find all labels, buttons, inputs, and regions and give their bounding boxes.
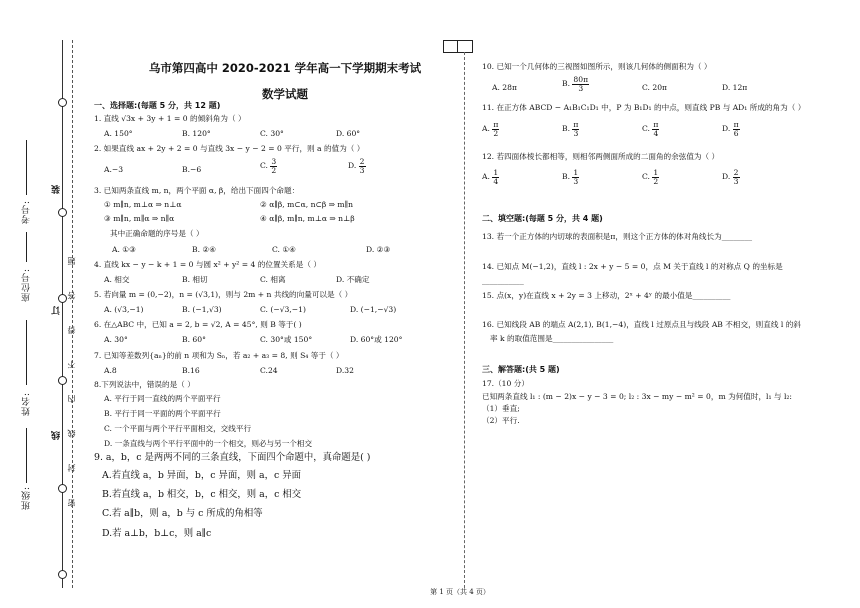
q5-option-d: D. (−1,−√3) [350, 305, 397, 314]
question-2: 2. 如果直线 ax + 2y + 2 = 0 与直线 3x − y − 2 = 0 平行，则 a 的值为（ ） [94, 144, 365, 153]
q1-option-d: D. 60° [336, 129, 361, 138]
q11-option-a: A. $\frac{\pi}{2}$ [482, 120, 499, 138]
q11-option-b: B. $\frac{\pi}{3}$ [562, 120, 579, 138]
subject-title: 数学试题 [262, 87, 308, 101]
q7-option-d: D.32 [336, 366, 354, 375]
question-14: 14. 已知点 M(−1,2)，直线 l : 2x + y − 5 = 0，点 M 关于直线 l 的对称点 Q 的坐标是 [482, 262, 783, 271]
q10-option-d: D. 12π [722, 83, 748, 92]
section-answer-heading: 三、解答题:(共 5 题) [482, 365, 560, 374]
name-field[interactable] [26, 320, 27, 385]
q3-option-c: C. ①④ [272, 245, 296, 254]
q12-option-d: D. $\frac{2}{3}$ [722, 168, 739, 186]
question-16: 16. 已知线段 AB 的端点 A(2,1), B(1,−4)，直线 l 过原点且与线段 AB 不相交，则直线 l 的斜 [482, 320, 801, 329]
name-label: 姓名: [22, 392, 32, 417]
q7-option-b: B.16 [182, 366, 200, 375]
q7-option-c: C.24 [260, 366, 278, 375]
left-column [94, 0, 464, 608]
seat-number-label: 座位号: [22, 268, 32, 303]
section-choice-heading: 一、选择题:(每题 5 分，共 12 题) [94, 101, 221, 110]
q9-option-c: C.若 a∥b，则 a，b 与 c 所成的角相等 [102, 508, 263, 519]
question-16-continued: 率 k 的取值范围是________________ [490, 334, 614, 343]
question-9: 9. a，b，c 是两两不同的三条直线，下面四个命题中，真命题是( ) [94, 452, 371, 463]
seal-char-xian: 线 [52, 430, 62, 440]
q4-option-c: C. 相离 [260, 275, 286, 284]
question-1: 1. 直线 √3x + 3y + 1 = 0 的倾斜角为（ ） [94, 114, 246, 123]
q8-option-d: D. 一条直线与两个平行平面中的一个相交，则必与另一个相交 [104, 439, 313, 448]
q6-option-b: B. 60° [182, 335, 206, 344]
q9-option-a: A.若直线 a，b 异面，b，c 异面，则 a，c 异面 [102, 470, 301, 481]
q3-ask: 其中正确命题的序号是（ ） [110, 229, 204, 238]
q4-option-d: D. 不确定 [336, 275, 370, 284]
q8-option-c: C. 一个平面与两个平行平面相交，交线平行 [104, 424, 252, 433]
q4-option-a: A. 相交 [104, 275, 130, 284]
binding-hole [58, 208, 67, 217]
q3-option-b: B. ②④ [192, 245, 217, 254]
q10-option-b: B. $\frac{80\pi}{3}$ [562, 75, 589, 93]
q12-option-a: A. $\frac{1}{4}$ [482, 168, 499, 186]
exam-title: 乌市第四高中 2020-2021 学年高一下学期期末考试 [148, 61, 422, 75]
q5-option-a: A. (√3,−1) [104, 305, 144, 314]
q10-option-a: A. 28π [492, 83, 517, 92]
seal-char-zhuang: 装 [52, 184, 62, 194]
q5-option-b: B. (−1,√3) [182, 305, 222, 314]
column-divider [464, 52, 465, 588]
q2-option-a: A.−3 [104, 165, 124, 174]
section-fill-heading: 二、填空题:(每题 5 分，共 4 题) [482, 214, 603, 223]
question-17-header: 17.（10 分） [482, 379, 529, 388]
q6-option-d: D. 60°或 120° [350, 335, 403, 344]
q3-statement-4: ④ α∥β, m∥n, m⊥α ⇒ n⊥β [260, 214, 355, 223]
question-7: 7. 已知等差数列{aₙ}的前 n 项和为 Sₙ，若 a₂ + a₃ = 8, 则 S₄ 等于（ ） [94, 351, 344, 360]
question-6: 6. 在△ABC 中，已知 a = 2, b = √2, A = 45°, 则 B 等于( ) [94, 320, 302, 329]
q14-answer-blank[interactable]: ___________ [482, 276, 524, 285]
exam-number-label: 考号: [22, 200, 32, 225]
question-8: 8.下列说法中，错误的是（ ） [94, 380, 195, 389]
q7-option-a: A.8 [104, 366, 117, 375]
q2-option-b: B.−6 [182, 165, 202, 174]
class-field[interactable] [26, 428, 27, 483]
question-11: 11. 在正方体 ABCD − A₁B₁C₁D₁ 中，P 为 B₁D₁ 的中点，则直线 PB 与 AD₁ 所成的角为（ ） [482, 103, 806, 112]
page-footer: 第 1 页（共 4 页） [430, 588, 490, 596]
q5-option-c: C. (−√3,−1) [260, 305, 306, 314]
question-4: 4. 直线 kx − y − k + 1 = 0 与圆 x² + y² = 4 的位置关系是（ ） [94, 260, 321, 269]
seal-char-ding: 订 [52, 305, 62, 315]
q9-option-d: D.若 a⊥b，b⊥c，则 a∥c [102, 528, 212, 539]
q2-option-c: C. $\frac{3}{2}$ [260, 157, 277, 175]
q3-option-d: D. ②③ [366, 245, 391, 254]
q6-option-a: A. 30° [104, 335, 128, 344]
exam-number-field[interactable] [26, 140, 27, 195]
q4-option-b: B. 相切 [182, 275, 208, 284]
q6-option-c: C. 30°或 150° [260, 335, 313, 344]
q1-option-b: B. 120° [182, 129, 211, 138]
q12-option-b: B. $\frac{1}{3}$ [562, 168, 579, 186]
q10-option-c: C. 20π [642, 83, 668, 92]
q9-option-b: B.若直线 a，b 相交，b，c 相交，则 a，c 相交 [102, 489, 302, 500]
seal-warning: 密 封 线 内 不 得 答 题 [67, 245, 76, 507]
right-column [482, 0, 852, 608]
question-5: 5. 若向量 m = (0,−2)，n = (√3,1)，则与 2m + n 共线的向量可以是（ ） [94, 290, 353, 299]
q3-statement-2: ② α∥β, m⊂α, n⊂β ⇒ m∥n [260, 200, 354, 209]
question-10: 10. 已知一个几何体的三视图如图所示，则该几何体的侧面积为（ ） [482, 62, 712, 71]
q11-option-c: C. $\frac{\pi}{4}$ [642, 120, 659, 138]
q12-option-c: C. $\frac{1}{2}$ [642, 168, 659, 186]
class-label: 班级: [22, 486, 32, 511]
question-12: 12. 若四面体棱长都相等，则相邻两侧面所成的二面角的余弦值为（ ） [482, 152, 720, 161]
q17-part-1: （1）垂直; [482, 404, 520, 413]
q3-option-a: A. ①③ [112, 245, 136, 254]
question-13: 13. 若一个正方体的内切球的表面积是π，则这个正方体的体对角线长为________ [482, 232, 753, 241]
q11-option-d: D. $\frac{\pi}{6}$ [722, 120, 739, 138]
q1-option-a: A. 150° [104, 129, 133, 138]
q2-option-d: D. $\frac{2}{3}$ [348, 157, 365, 175]
q3-statement-1: ① m∥n, m⊥α ⇒ n⊥α [104, 200, 182, 209]
q8-option-a: A. 平行于同一直线的两个平面平行 [104, 394, 221, 403]
question-15: 15. 点(x，y)在直线 x + 2y = 3 上移动，2ˣ + 4ʸ 的最小值是__________ [482, 291, 731, 300]
q17-part-2: （2）平行. [482, 416, 520, 425]
question-3: 3. 已知两条直线 m, n，两个平面 α, β，给出下面四个命题： [94, 186, 300, 195]
seat-number-field[interactable] [26, 232, 27, 262]
question-17: 已知两条直线 l₁ : (m − 2)x − y − 3 = 0; l₂ : 3x − my − m² = 0，m 为何值时，l₁ 与 l₂: [482, 392, 792, 401]
q1-option-c: C. 30° [260, 129, 284, 138]
binding-hole [58, 570, 67, 579]
q3-statement-3: ③ m∥n, m∥α ⇒ n∥α [104, 214, 175, 223]
q8-option-b: B. 平行于同一平面的两个平面平行 [104, 409, 221, 418]
binding-hole [58, 98, 67, 107]
